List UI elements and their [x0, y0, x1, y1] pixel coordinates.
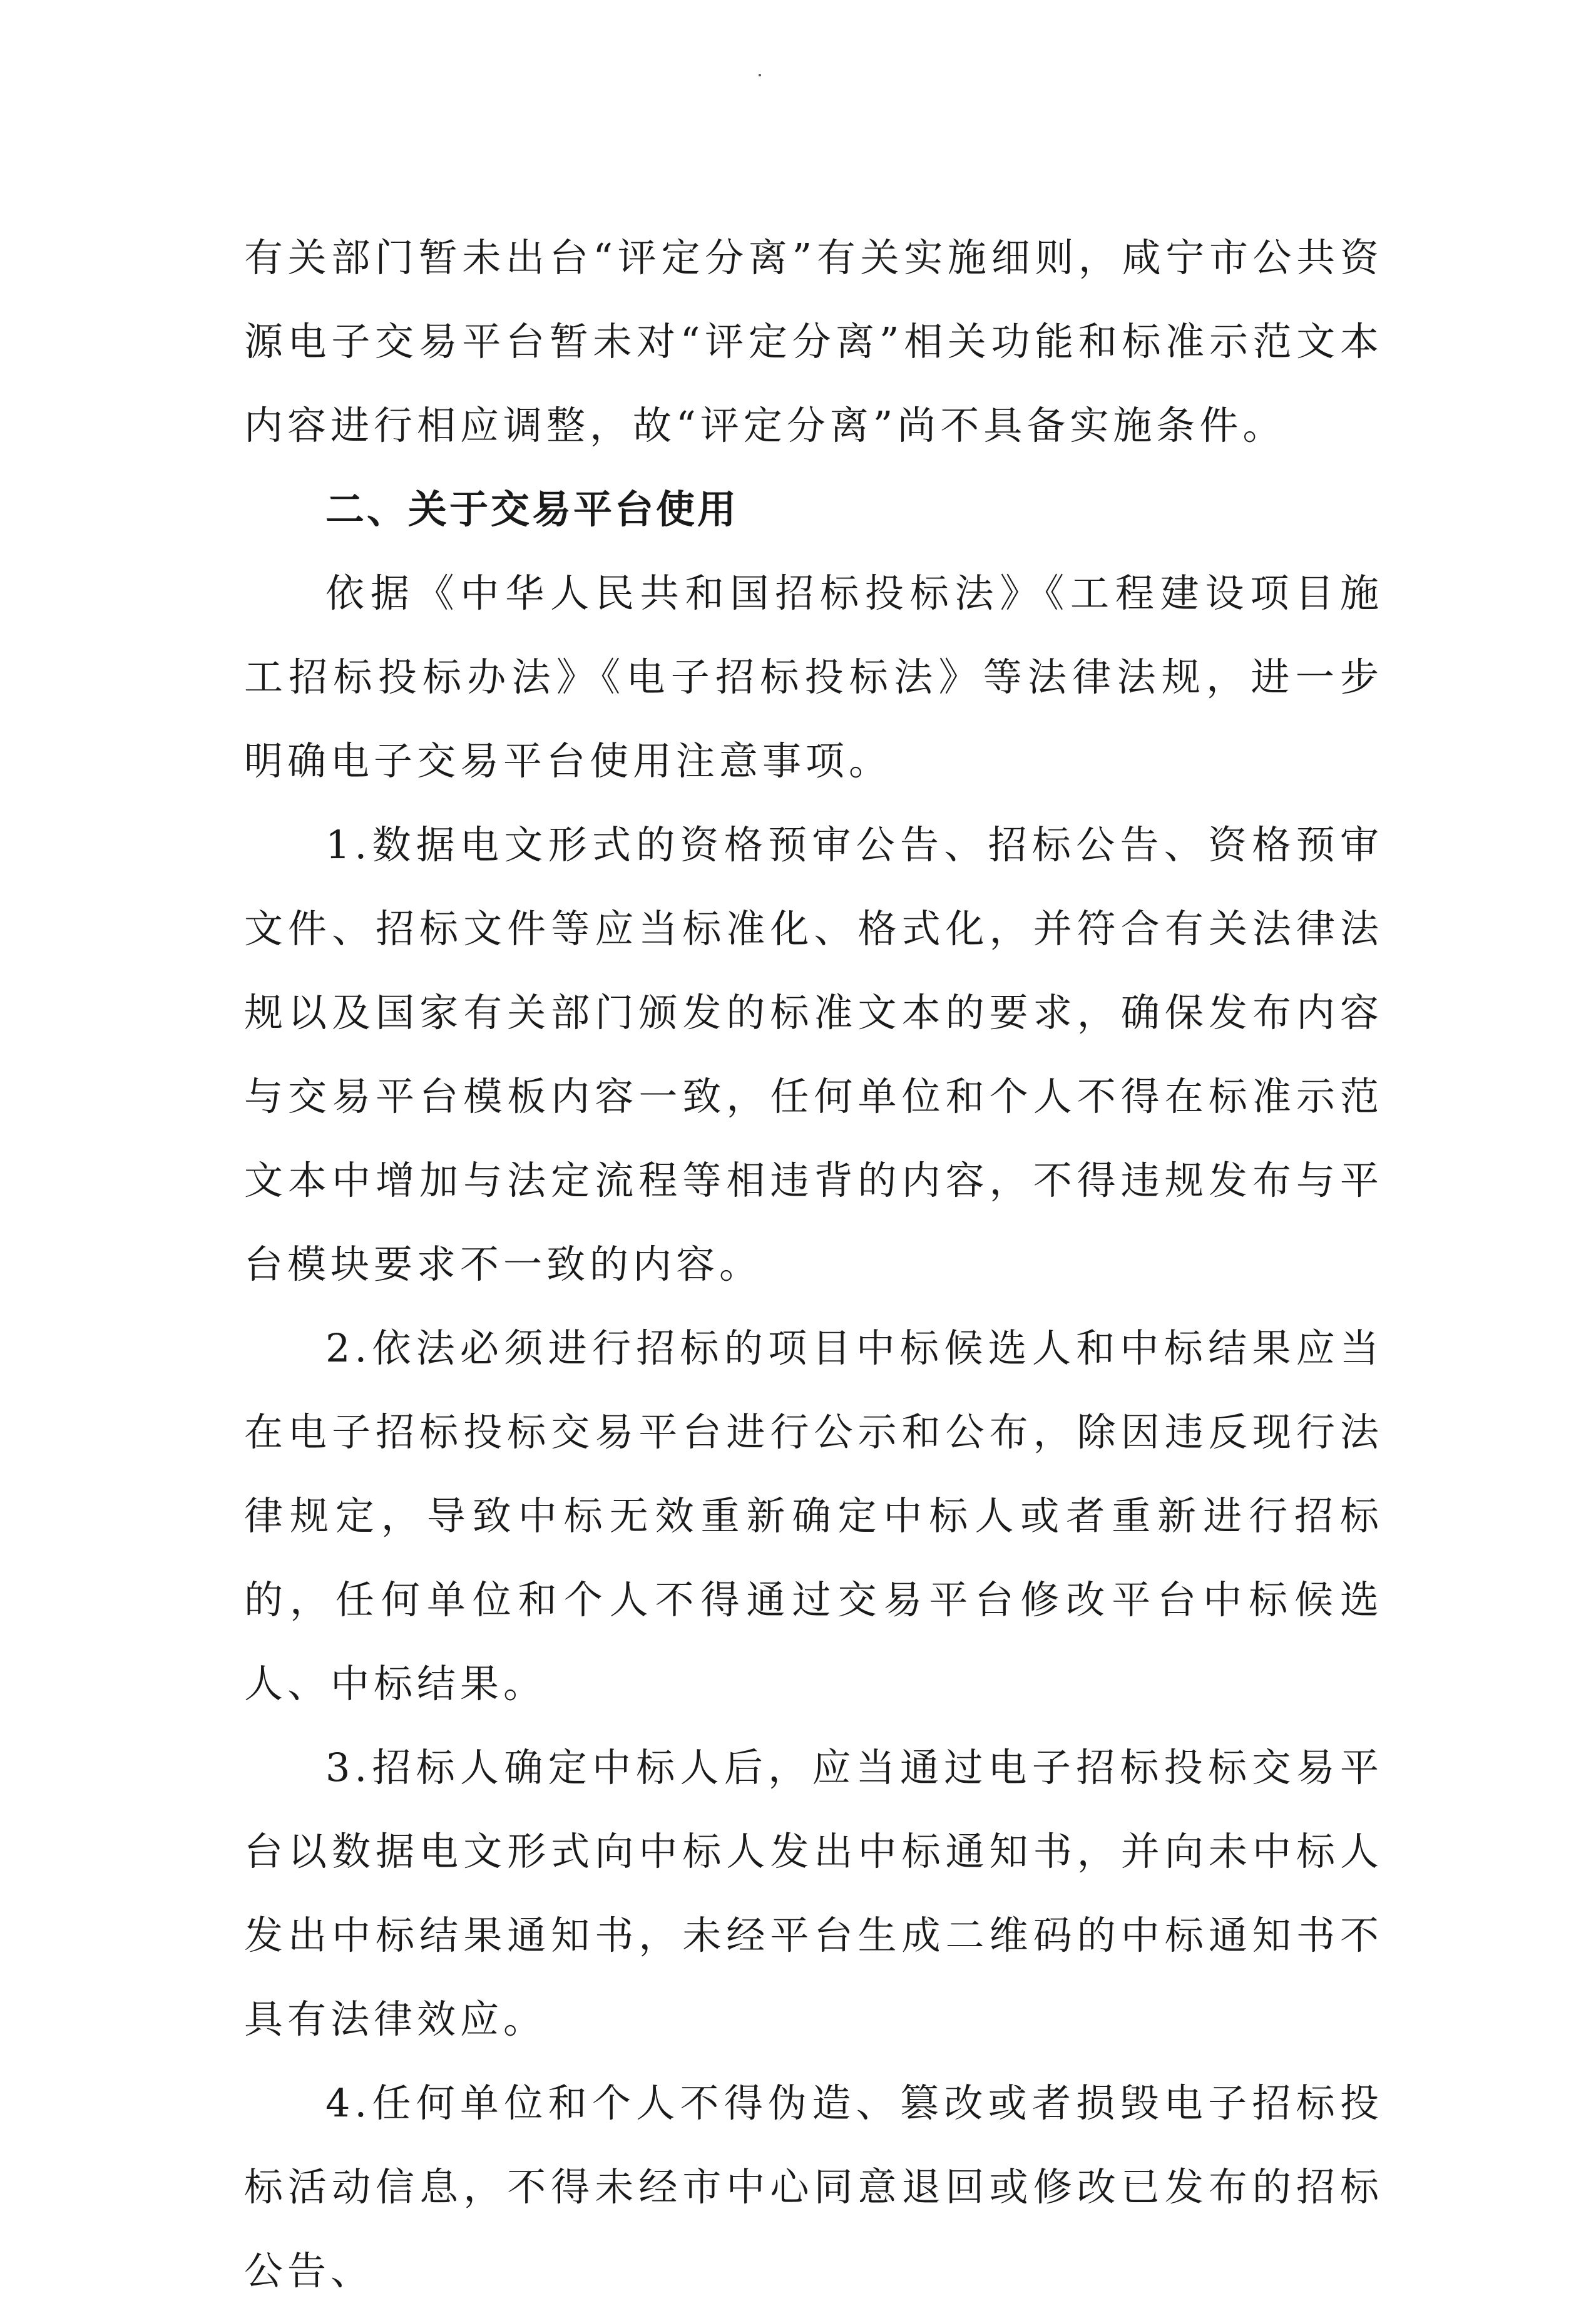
- paragraph-item-1: 1.数据电文形式的资格预审公告、招标公告、资格预审文件、招标文件等应当标准化、格式化，并符合有关法律法规以及国家有关部门颁发的标准文本的要求，确保发布内容与交易平台模板内容一致，任何单位和个人不得在标准示范文本中增加与法定流程等相违背的内容，不得违规发布与平台模块要求不一致的内容。: [244, 822, 1383, 1287]
- paragraph-legal-basis: 依据《中华人民共和国招标投标法》《工程建设项目施工招标投标办法》《电子招标投标法》等法律法规，进一步明确电子交易平台使用注意事项。: [244, 570, 1383, 784]
- paragraph-item-2: 2.依法必须进行招标的项目中标候选人和中标结果应当在电子招标投标交易平台进行公示和公布，除因违反现行法律规定，导致中标无效重新确定中标人或者重新进行招标的，任何单位和个人不得通过交易平台修改平台中标候选人、中标结果。: [244, 1325, 1383, 1706]
- paragraph-intro-continuation: 有关部门暂未出台“评定分离”有关实施细则，咸宁市公共资源电子交易平台暂未对“评定分离”相关功能和标准示范文本内容进行相应调整，故“评定分离”尚不具备实施条件。: [244, 235, 1383, 448]
- paragraph-item-4: 4.任何单位和个人不得伪造、篡改或者损毁电子招标投标活动信息，不得未经市中心同意退回或修改已发布的招标公告、: [244, 2080, 1383, 2294]
- section-heading-trading-platform: 二、关于交易平台使用: [325, 486, 739, 532]
- document-body: [244, 216, 1383, 2313]
- paragraph-item-3: 3.招标人确定中标人后，应当通过电子招标投标交易平台以数据电文形式向中标人发出中标通知书，并向未中标人发出中标结果通知书，未经平台生成二维码的中标通知书不具有法律效应。: [244, 1745, 1383, 2042]
- scan-speck: [759, 74, 761, 76]
